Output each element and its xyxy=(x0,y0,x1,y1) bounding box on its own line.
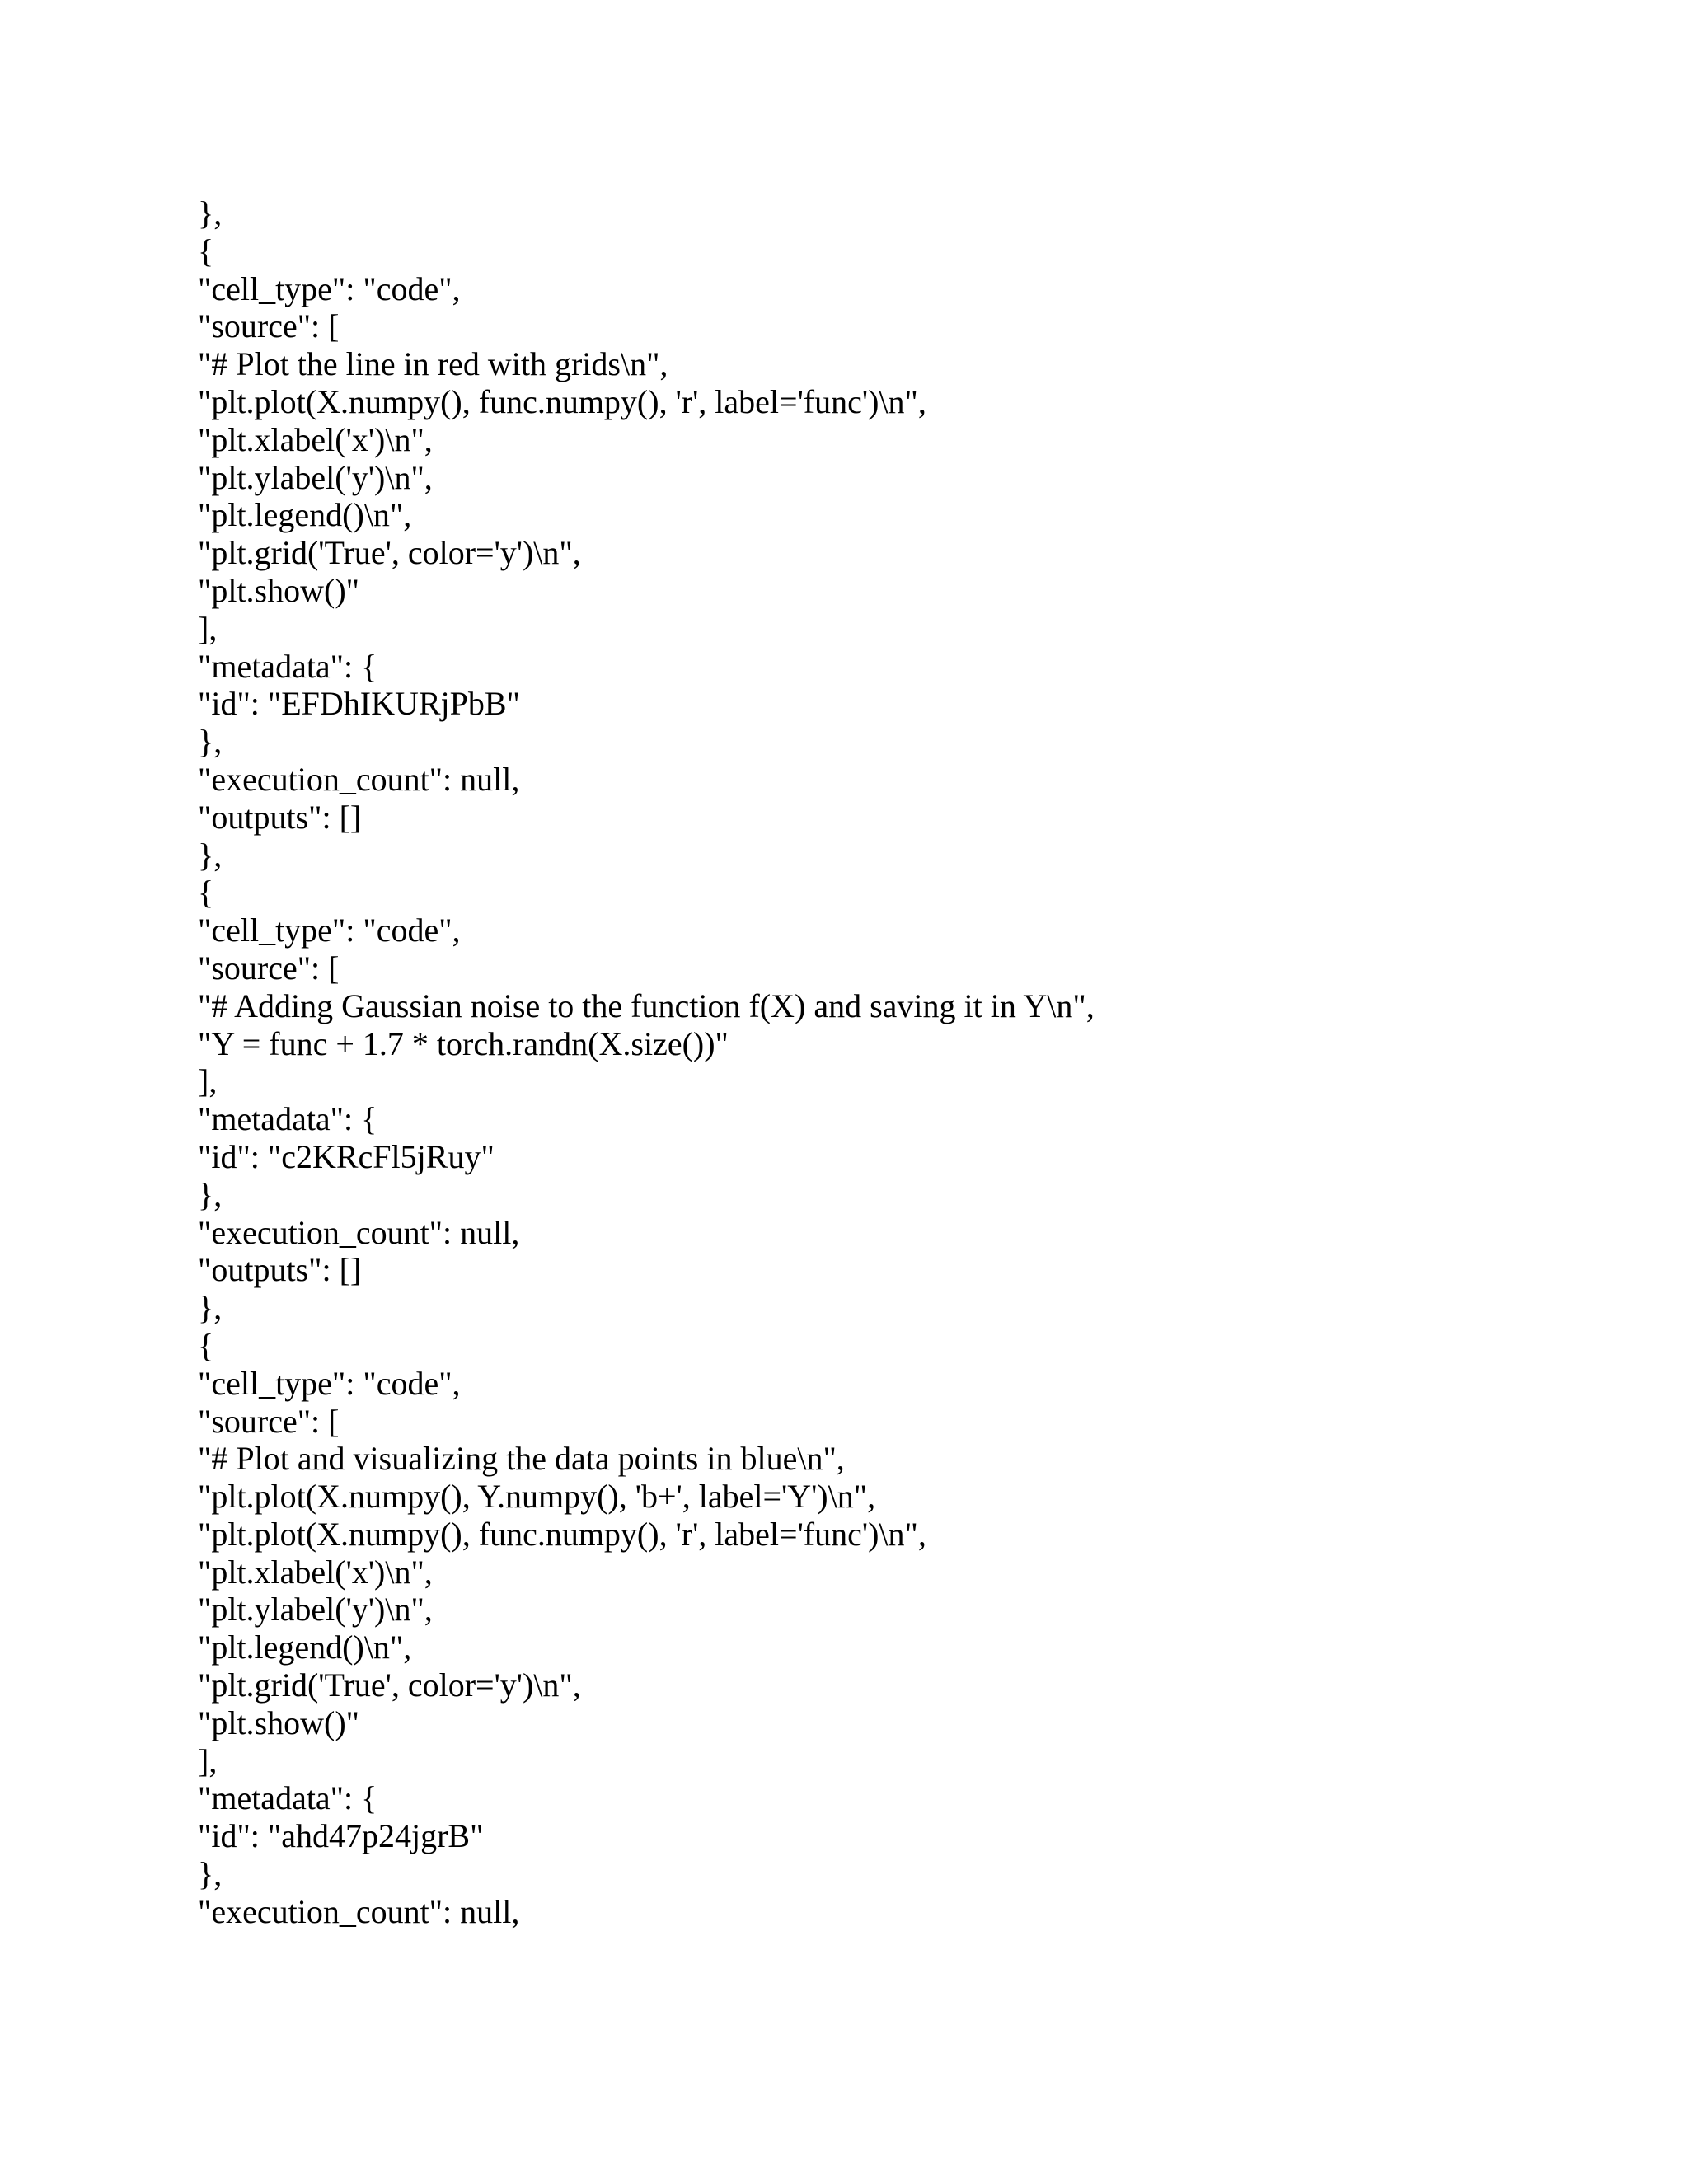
text-line: "plt.plot(X.numpy(), func.numpy(), 'r', label='func')\n", xyxy=(198,382,926,420)
text-line: "execution_count": null, xyxy=(198,760,520,798)
text-line: "plt.legend()\n", xyxy=(198,496,412,534)
text-line: "plt.ylabel('y')\n", xyxy=(198,1591,433,1629)
text-line: "plt.ylabel('y')\n", xyxy=(198,458,433,496)
text-line: }, xyxy=(198,1289,223,1327)
text-line: "id": "ahd47p24jgrB" xyxy=(198,1817,484,1855)
text-line: "cell_type": "code", xyxy=(198,269,461,307)
text-line: "plt.plot(X.numpy(), func.numpy(), 'r', label='func')\n", xyxy=(198,1515,926,1553)
text-line: "source": [ xyxy=(198,949,340,987)
text-line: "metadata": { xyxy=(198,647,377,685)
text-line: "cell_type": "code", xyxy=(198,912,461,949)
text-line: "# Plot the line in red with grids\n", xyxy=(198,345,668,383)
text-line: "source": [ xyxy=(198,307,340,345)
text-line: "plt.show()" xyxy=(198,571,359,609)
text-line: "plt.plot(X.numpy(), Y.numpy(), 'b+', label='Y')\n", xyxy=(198,1478,876,1516)
text-line: "plt.grid('True', color='y')\n", xyxy=(198,534,581,572)
text-line: ], xyxy=(198,1062,218,1100)
text-line: "plt.xlabel('x')\n", xyxy=(198,420,433,458)
text-line: "plt.xlabel('x')\n", xyxy=(198,1553,433,1591)
text-line: "source": [ xyxy=(198,1402,340,1440)
text-line: "execution_count": null, xyxy=(198,1892,520,1930)
text-line: "metadata": { xyxy=(198,1779,377,1817)
text-line: "plt.show()" xyxy=(198,1704,359,1741)
text-line: "plt.grid('True', color='y')\n", xyxy=(198,1666,581,1704)
text-line: ], xyxy=(198,609,218,647)
text-line: }, xyxy=(198,1175,223,1213)
notebook-json-text xyxy=(198,194,1550,1931)
text-line: "cell_type": "code", xyxy=(198,1364,461,1402)
text-line: "# Adding Gaussian noise to the function f(X) and saving it in Y\n", xyxy=(198,987,1095,1024)
text-line: "id": "c2KRcFl5jRuy" xyxy=(198,1137,495,1175)
text-line: "plt.legend()\n", xyxy=(198,1629,412,1666)
text-line: "outputs": [] xyxy=(198,798,362,836)
text-line: "execution_count": null, xyxy=(198,1213,520,1251)
text-line: { xyxy=(198,874,214,912)
text-line: "# Plot and visualizing the data points in blue\n", xyxy=(198,1440,845,1478)
text-line: { xyxy=(198,1326,214,1364)
text-line: }, xyxy=(198,836,223,874)
text-line: "Y = func + 1.7 * torch.randn(X.size())" xyxy=(198,1024,729,1062)
text-line: ], xyxy=(198,1741,218,1779)
text-line: "metadata": { xyxy=(198,1100,377,1138)
text-line: }, xyxy=(198,194,223,232)
text-line: { xyxy=(198,232,214,269)
text-line: "outputs": [] xyxy=(198,1251,362,1289)
text-line: }, xyxy=(198,723,223,761)
text-line: "id": "EFDhIKURjPbB" xyxy=(198,685,520,723)
text-line: }, xyxy=(198,1855,223,1893)
